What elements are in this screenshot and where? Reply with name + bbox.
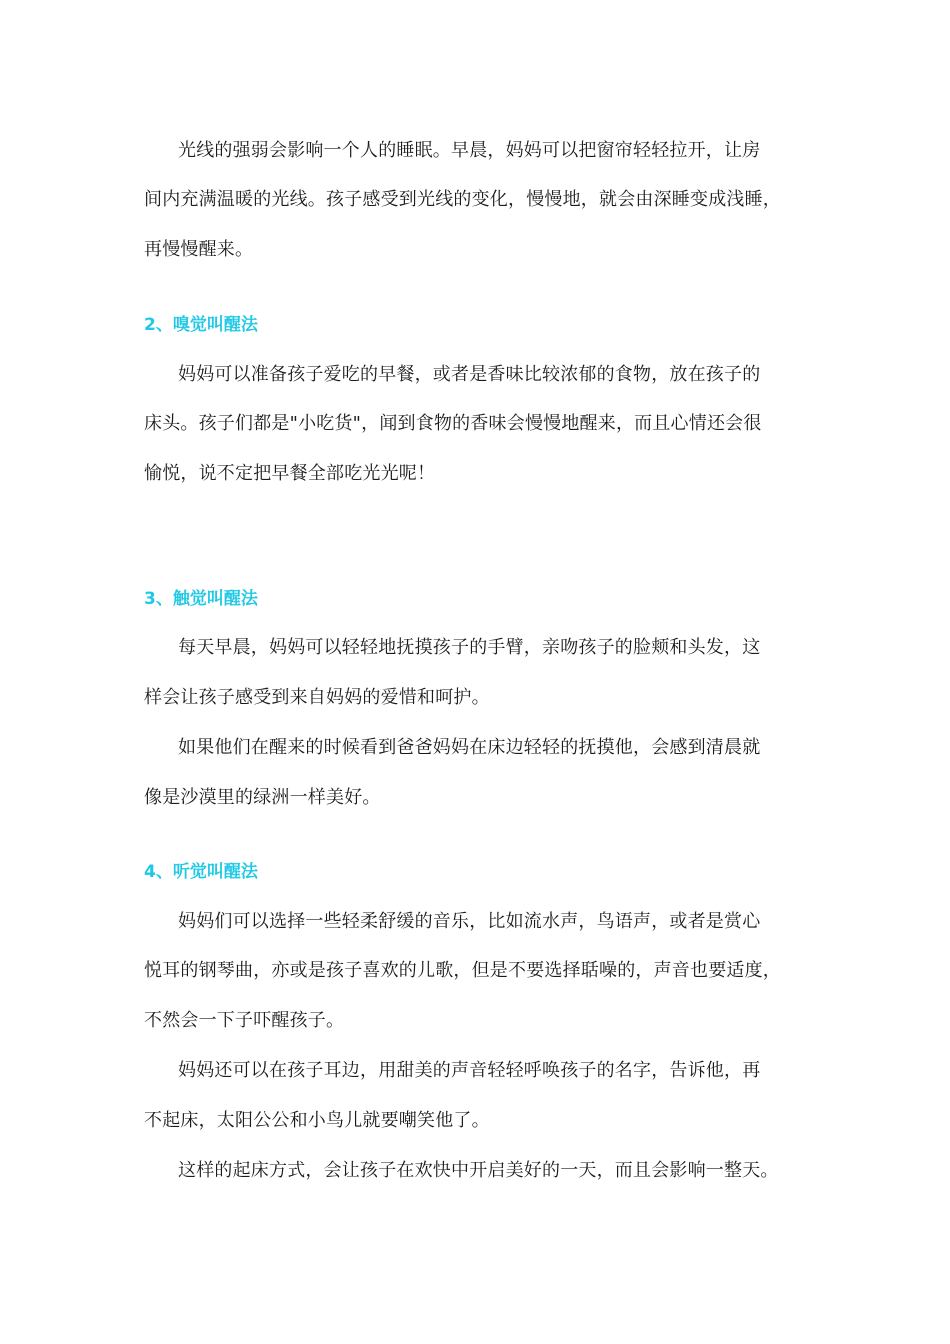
paragraph-line: 不起床，太阳公公和小鸟儿就要嘲笑他了。: [144, 1110, 490, 1131]
paragraph-line: 像是沙漠里的绿洲一样美好。: [144, 787, 381, 808]
section-heading-touch: 3、触觉叫醒法: [144, 589, 258, 609]
paragraph-line: 悦耳的钢琴曲，亦或是孩子喜欢的儿歌，但是不要选择聒噪的，声音也要适度，: [144, 960, 781, 981]
paragraph-line: 愉悦，说不定把早餐全部吃光光呢！: [144, 463, 436, 484]
paragraph-line: 样会让孩子感受到来自妈妈的爱惜和呵护。: [144, 687, 490, 708]
paragraph-line: 光线的强弱会影响一个人的睡眠。早晨，妈妈可以把窗帘轻轻拉开，让房: [178, 140, 761, 161]
section-heading-smell: 2、嗅觉叫醒法: [144, 315, 258, 335]
paragraph-line: 床头。孩子们都是"小吃货"，闻到食物的香味会慢慢地醒来，而且心情还会很: [144, 413, 762, 434]
paragraph-line: 间内充满温暖的光线。孩子感受到光线的变化，慢慢地，就会由深睡变成浅睡，: [144, 189, 781, 210]
paragraph-line: 妈妈们可以选择一些轻柔舒缓的音乐，比如流水声，鸟语声，或者是赏心: [178, 911, 761, 932]
paragraph-line: 妈妈还可以在孩子耳边，用甜美的声音轻轻呼唤孩子的名字，告诉他，再: [178, 1060, 761, 1081]
paragraph-line: 妈妈可以准备孩子爱吃的早餐，或者是香味比较浓郁的食物，放在孩子的: [178, 364, 761, 385]
paragraph-line: 如果他们在醒来的时候看到爸爸妈妈在床边轻轻的抚摸他，会感到清晨就: [178, 737, 761, 758]
paragraph-line: 再慢慢醒来。: [144, 239, 254, 260]
paragraph-line: 每天早晨，妈妈可以轻轻地抚摸孩子的手臂，亲吻孩子的脸颊和头发，这: [178, 637, 761, 658]
paragraph-line: 不然会一下子吓醒孩子。: [144, 1010, 345, 1031]
paragraph-line: 这样的起床方式，会让孩子在欢快中开启美好的一天，而且会影响一整天。: [178, 1160, 779, 1181]
section-heading-hearing: 4、听觉叫醒法: [144, 862, 258, 882]
